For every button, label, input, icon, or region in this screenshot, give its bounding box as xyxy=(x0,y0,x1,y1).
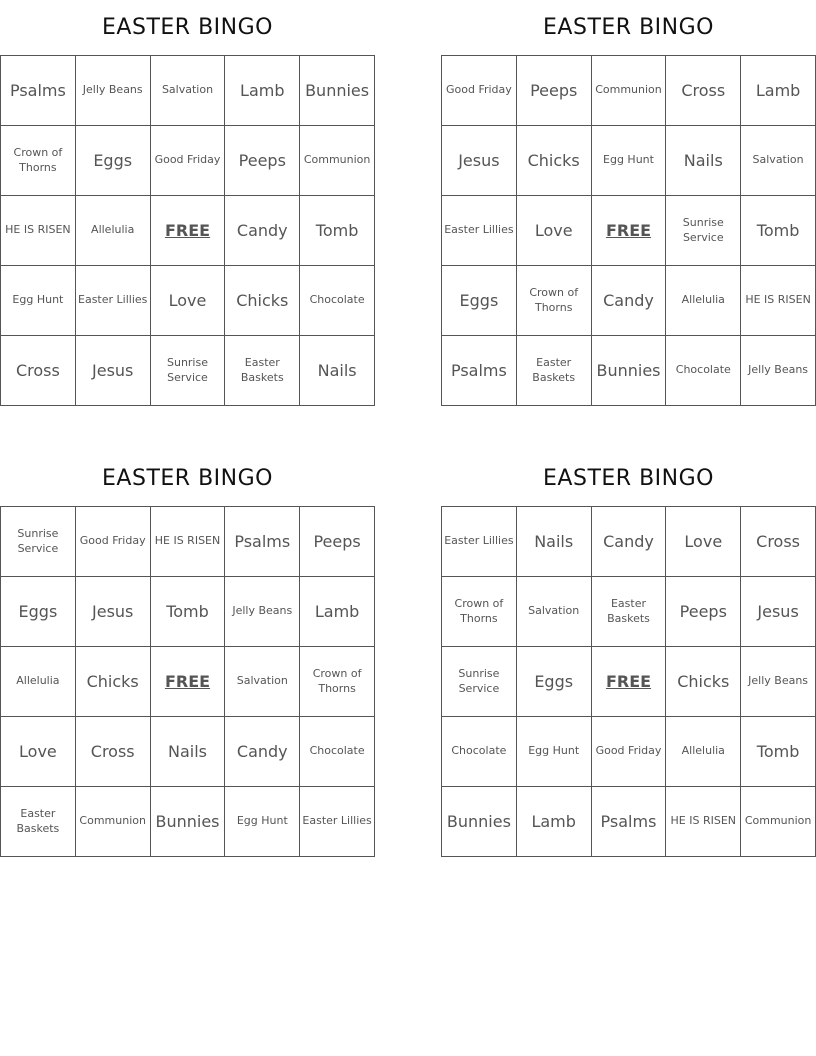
card-title: EASTER BINGO xyxy=(102,15,273,40)
bingo-cell: Easter Lillies xyxy=(442,507,517,577)
bingo-cell: Love xyxy=(1,717,76,787)
bingo-row xyxy=(1,577,375,647)
bingo-cell: Jelly Beans xyxy=(225,577,300,647)
bingo-cell: Communion xyxy=(741,787,816,857)
bingo-row xyxy=(1,336,375,406)
bingo-cell: Lamb xyxy=(300,577,375,647)
bingo-cell: Chocolate xyxy=(300,266,375,336)
bingo-cell: Salvation xyxy=(516,577,591,647)
bingo-row xyxy=(1,717,375,787)
bingo-row xyxy=(442,196,816,266)
bingo-cell: Chocolate xyxy=(300,717,375,787)
bingo-cell: Easter Baskets xyxy=(225,336,300,406)
bingo-row xyxy=(442,507,816,577)
bingo-cell: Peeps xyxy=(666,577,741,647)
bingo-cell: Chicks xyxy=(75,647,150,717)
bingo-row xyxy=(442,336,816,406)
bingo-free-cell: FREE xyxy=(150,196,225,266)
bingo-cell: Good Friday xyxy=(442,56,517,126)
bingo-cell: Eggs xyxy=(1,577,76,647)
bingo-card-3 xyxy=(0,451,375,857)
bingo-cell: Crown of Thorns xyxy=(516,266,591,336)
bingo-cell: Peeps xyxy=(225,126,300,196)
bingo-cell: Allelulia xyxy=(666,266,741,336)
bingo-card-2 xyxy=(441,0,816,406)
bingo-cell: Allelulia xyxy=(1,647,76,717)
bingo-cell: Peeps xyxy=(300,507,375,577)
bingo-cell: Jesus xyxy=(75,577,150,647)
bingo-cell: Lamb xyxy=(741,56,816,126)
bingo-cell: Jesus xyxy=(75,336,150,406)
bingo-row xyxy=(1,647,375,717)
bingo-cell: Jesus xyxy=(741,577,816,647)
bingo-cell: Cross xyxy=(666,56,741,126)
bingo-free-cell: FREE xyxy=(150,647,225,717)
bingo-cell: HE IS RISEN xyxy=(666,787,741,857)
bingo-cell: Peeps xyxy=(516,56,591,126)
bingo-cell: Jelly Beans xyxy=(741,336,816,406)
bingo-row xyxy=(1,507,375,577)
bingo-cell: Easter Lillies xyxy=(300,787,375,857)
bingo-cell: Jelly Beans xyxy=(741,647,816,717)
bingo-cell: Salvation xyxy=(225,647,300,717)
bingo-row xyxy=(1,787,375,857)
bingo-cell: Love xyxy=(666,507,741,577)
bingo-cell: Easter Baskets xyxy=(516,336,591,406)
bingo-grid xyxy=(441,55,816,406)
bingo-cell: Tomb xyxy=(150,577,225,647)
bingo-row xyxy=(442,126,816,196)
bingo-cell: Tomb xyxy=(300,196,375,266)
bingo-cell: Nails xyxy=(666,126,741,196)
bingo-cell: Chocolate xyxy=(442,717,517,787)
bingo-cell: Egg Hunt xyxy=(1,266,76,336)
bingo-cell: Allelulia xyxy=(75,196,150,266)
bingo-cell: Bunnies xyxy=(442,787,517,857)
card-title: EASTER BINGO xyxy=(543,466,714,491)
bingo-row xyxy=(442,717,816,787)
bingo-cell: Candy xyxy=(591,507,666,577)
bingo-cell: Egg Hunt xyxy=(516,717,591,787)
bingo-cell: Tomb xyxy=(741,196,816,266)
bingo-cell: Lamb xyxy=(225,56,300,126)
bingo-card-4 xyxy=(441,451,816,857)
bingo-row xyxy=(442,266,816,336)
bingo-cell: Allelulia xyxy=(666,717,741,787)
bingo-cell: Cross xyxy=(741,507,816,577)
bingo-grid xyxy=(0,506,375,857)
bingo-cell: Bunnies xyxy=(300,56,375,126)
bingo-cell: Bunnies xyxy=(591,336,666,406)
bingo-cell: Good Friday xyxy=(75,507,150,577)
bingo-cell: Sunrise Service xyxy=(150,336,225,406)
bingo-cell: Crown of Thorns xyxy=(300,647,375,717)
bingo-cell: HE IS RISEN xyxy=(1,196,76,266)
bingo-cell: Good Friday xyxy=(591,717,666,787)
bingo-row xyxy=(442,577,816,647)
bingo-cell: Sunrise Service xyxy=(1,507,76,577)
bingo-cell: Nails xyxy=(516,507,591,577)
bingo-cell: Chicks xyxy=(225,266,300,336)
bingo-cell: Easter Baskets xyxy=(591,577,666,647)
bingo-cell: Crown of Thorns xyxy=(442,577,517,647)
bingo-row xyxy=(442,787,816,857)
bingo-cell: Sunrise Service xyxy=(666,196,741,266)
bingo-row xyxy=(442,56,816,126)
bingo-cell: Psalms xyxy=(442,336,517,406)
bingo-cell: Candy xyxy=(225,196,300,266)
bingo-cell: Crown of Thorns xyxy=(1,126,76,196)
card-title: EASTER BINGO xyxy=(543,15,714,40)
bingo-cell: Psalms xyxy=(225,507,300,577)
bingo-cell: Eggs xyxy=(75,126,150,196)
bingo-cell: Eggs xyxy=(516,647,591,717)
bingo-cell: Chicks xyxy=(666,647,741,717)
bingo-cell: Love xyxy=(150,266,225,336)
bingo-row xyxy=(1,196,375,266)
bingo-cell: Eggs xyxy=(442,266,517,336)
bingo-grid xyxy=(441,506,816,857)
bingo-cell: Love xyxy=(516,196,591,266)
bingo-cell: Bunnies xyxy=(150,787,225,857)
bingo-free-cell: FREE xyxy=(591,196,666,266)
bingo-cell: Easter Baskets xyxy=(1,787,76,857)
bingo-row xyxy=(1,56,375,126)
bingo-cell: Lamb xyxy=(516,787,591,857)
bingo-free-cell: FREE xyxy=(591,647,666,717)
bingo-cell: Tomb xyxy=(741,717,816,787)
bingo-cell: Chocolate xyxy=(666,336,741,406)
bingo-cell: Communion xyxy=(591,56,666,126)
bingo-cell: Sunrise Service xyxy=(442,647,517,717)
bingo-cell: Psalms xyxy=(1,56,76,126)
bingo-cell: Psalms xyxy=(591,787,666,857)
bingo-cell: Jesus xyxy=(442,126,517,196)
bingo-cell: Communion xyxy=(75,787,150,857)
bingo-grid xyxy=(0,55,375,406)
bingo-cell: Candy xyxy=(225,717,300,787)
bingo-cell: Salvation xyxy=(150,56,225,126)
bingo-card-1 xyxy=(0,0,375,406)
bingo-cell: Egg Hunt xyxy=(225,787,300,857)
bingo-cell: Communion xyxy=(300,126,375,196)
bingo-cell: Nails xyxy=(300,336,375,406)
bingo-cell: HE IS RISEN xyxy=(150,507,225,577)
bingo-cell: Salvation xyxy=(741,126,816,196)
bingo-cell: Easter Lillies xyxy=(442,196,517,266)
bingo-cell: Cross xyxy=(1,336,76,406)
bingo-cell: Easter Lillies xyxy=(75,266,150,336)
bingo-cell: Nails xyxy=(150,717,225,787)
card-title: EASTER BINGO xyxy=(102,466,273,491)
bingo-row xyxy=(1,266,375,336)
bingo-cell: Cross xyxy=(75,717,150,787)
bingo-cell: Good Friday xyxy=(150,126,225,196)
bingo-cell: Egg Hunt xyxy=(591,126,666,196)
bingo-cell: Jelly Beans xyxy=(75,56,150,126)
bingo-cell: Candy xyxy=(591,266,666,336)
bingo-row xyxy=(1,126,375,196)
bingo-cell: HE IS RISEN xyxy=(741,266,816,336)
bingo-cell: Chicks xyxy=(516,126,591,196)
bingo-row xyxy=(442,647,816,717)
